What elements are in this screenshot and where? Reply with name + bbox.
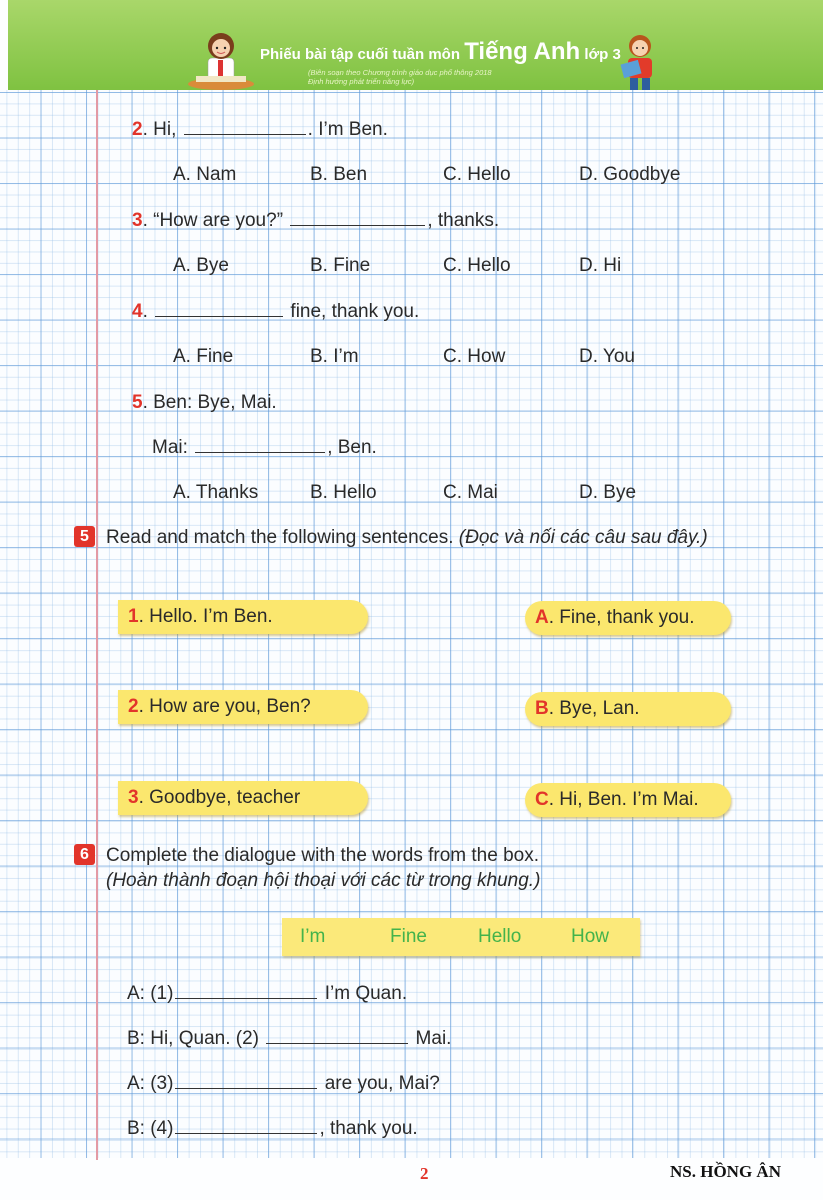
- option-d[interactable]: D. You: [579, 346, 635, 367]
- match-text: . How are you, Ben?: [138, 696, 311, 717]
- page-number: 2: [420, 1164, 429, 1183]
- question-number: 2: [132, 119, 143, 140]
- question-5: [132, 392, 277, 414]
- title-subject: Tiếng Anh: [464, 38, 581, 65]
- dialogue-text-after: I’m Quan.: [319, 983, 408, 1004]
- margin-line: [96, 90, 98, 1160]
- match-text: . Fine, thank you.: [548, 607, 695, 628]
- answer-blank[interactable]: [266, 1042, 408, 1044]
- word-box: [282, 918, 640, 956]
- section-6-title: Complete the dialogue with the words from the box.: [106, 845, 540, 866]
- option-a[interactable]: A. Fine: [173, 346, 234, 367]
- question-text-after: fine, thank you.: [285, 301, 420, 322]
- answer-blank[interactable]: [155, 315, 283, 317]
- option-d[interactable]: D. Goodbye: [579, 164, 681, 185]
- answer-blank[interactable]: [175, 997, 317, 999]
- match-left-2[interactable]: [118, 690, 368, 724]
- worksheet-title: [260, 38, 621, 66]
- match-text: . Bye, Lan.: [548, 698, 640, 719]
- dialogue-line-2: [127, 1028, 451, 1050]
- question-5-line-2: [152, 437, 377, 459]
- option-b[interactable]: B. Fine: [310, 255, 371, 276]
- answer-blank[interactable]: [184, 133, 306, 135]
- match-right-b[interactable]: [525, 692, 731, 726]
- match-letter: B: [535, 698, 549, 719]
- match-number: 1: [128, 606, 139, 627]
- match-left-1[interactable]: [118, 600, 368, 634]
- question-3: [132, 210, 499, 232]
- question-text-before: .: [142, 301, 154, 322]
- question-text-before: . Hi,: [142, 119, 182, 140]
- worksheet-subtitle: [308, 68, 492, 86]
- match-right-a[interactable]: [525, 601, 731, 635]
- dialogue-text-before: A: (3): [127, 1073, 174, 1094]
- word-fine: Fine: [390, 926, 427, 947]
- dialogue-line-4: [127, 1118, 418, 1140]
- student-girl-illustration: [186, 30, 256, 90]
- option-a[interactable]: A. Bye: [173, 255, 229, 276]
- question-text-before: Mai:: [152, 437, 194, 458]
- section-6-badge: 6: [74, 844, 95, 865]
- dialogue-text-after: , thank you.: [319, 1118, 418, 1139]
- question-text: . Ben: Bye, Mai.: [142, 392, 277, 413]
- question-number: 3: [132, 210, 143, 231]
- option-c[interactable]: C. Hello: [443, 255, 511, 276]
- match-number: 2: [128, 696, 139, 717]
- option-b[interactable]: B. Hello: [310, 482, 377, 503]
- match-left-3[interactable]: [118, 781, 368, 815]
- match-text: . Goodbye, teacher: [138, 787, 301, 808]
- title-prefix: Phiếu bài tập cuối tuần môn: [260, 46, 465, 63]
- question-text-after: , Ben.: [327, 437, 377, 458]
- answer-blank[interactable]: [290, 224, 425, 226]
- option-b[interactable]: B. I’m: [310, 346, 359, 367]
- answer-blank[interactable]: [175, 1132, 317, 1134]
- match-letter: A: [535, 607, 549, 628]
- word-im: I’m: [300, 926, 326, 947]
- question-number: 5: [132, 392, 143, 413]
- section-5-title: [106, 527, 708, 549]
- dialogue-line-3: [127, 1073, 440, 1095]
- option-a[interactable]: A. Thanks: [173, 482, 259, 503]
- question-2: [132, 119, 388, 141]
- question-text-after: , thanks.: [427, 210, 500, 231]
- section-6-title-vi: (Hoàn thành đoạn hội thoại với các từ trong khung.): [106, 870, 541, 891]
- dialogue-text-after: Mai.: [410, 1028, 452, 1049]
- dialogue-line-1: [127, 983, 407, 1005]
- option-a[interactable]: A. Nam: [173, 164, 237, 185]
- dialogue-text-after: are you, Mai?: [319, 1073, 440, 1094]
- section-5-badge: 5: [74, 526, 95, 547]
- option-d[interactable]: D. Hi: [579, 255, 622, 276]
- subtitle-line-2: Định hướng phát triển năng lực): [308, 77, 415, 86]
- question-text-before: . “How are you?”: [142, 210, 289, 231]
- match-number: 3: [128, 787, 139, 808]
- option-c[interactable]: C. Hello: [443, 164, 511, 185]
- publisher-name: NS. HỒNG ÂN: [670, 1162, 781, 1181]
- answer-blank[interactable]: [175, 1087, 317, 1089]
- dialogue-text-before: B: Hi, Quan. (2): [127, 1028, 265, 1049]
- match-letter: C: [535, 789, 549, 810]
- page-header: [8, 0, 823, 93]
- dialogue-text-before: B: (4): [127, 1118, 174, 1139]
- title-grade: lớp 3: [580, 46, 621, 63]
- word-how: How: [571, 926, 610, 947]
- word-hello: Hello: [478, 926, 522, 947]
- question-4: [132, 301, 419, 323]
- section-5-instruction: Read and match the following sentences.: [106, 527, 459, 548]
- question-text-after: . I’m Ben.: [307, 119, 388, 140]
- question-number: 4: [132, 301, 143, 322]
- subtitle-line-1: (Biên soạn theo Chương trình giáo dục phổ thông 2018: [308, 68, 492, 77]
- option-c[interactable]: C. Mai: [443, 482, 498, 503]
- dialogue-text-before: A: (1): [127, 983, 174, 1004]
- option-b[interactable]: B. Ben: [310, 164, 368, 185]
- answer-blank[interactable]: [195, 451, 325, 453]
- match-text: . Hi, Ben. I’m Mai.: [548, 789, 699, 810]
- option-c[interactable]: C. How: [443, 346, 506, 367]
- option-d[interactable]: D. Bye: [579, 482, 637, 503]
- match-text: . Hello. I’m Ben.: [138, 606, 273, 627]
- match-right-c[interactable]: [525, 783, 731, 817]
- section-5-instruction-vi: (Đọc và nối các câu sau đây.): [458, 527, 708, 548]
